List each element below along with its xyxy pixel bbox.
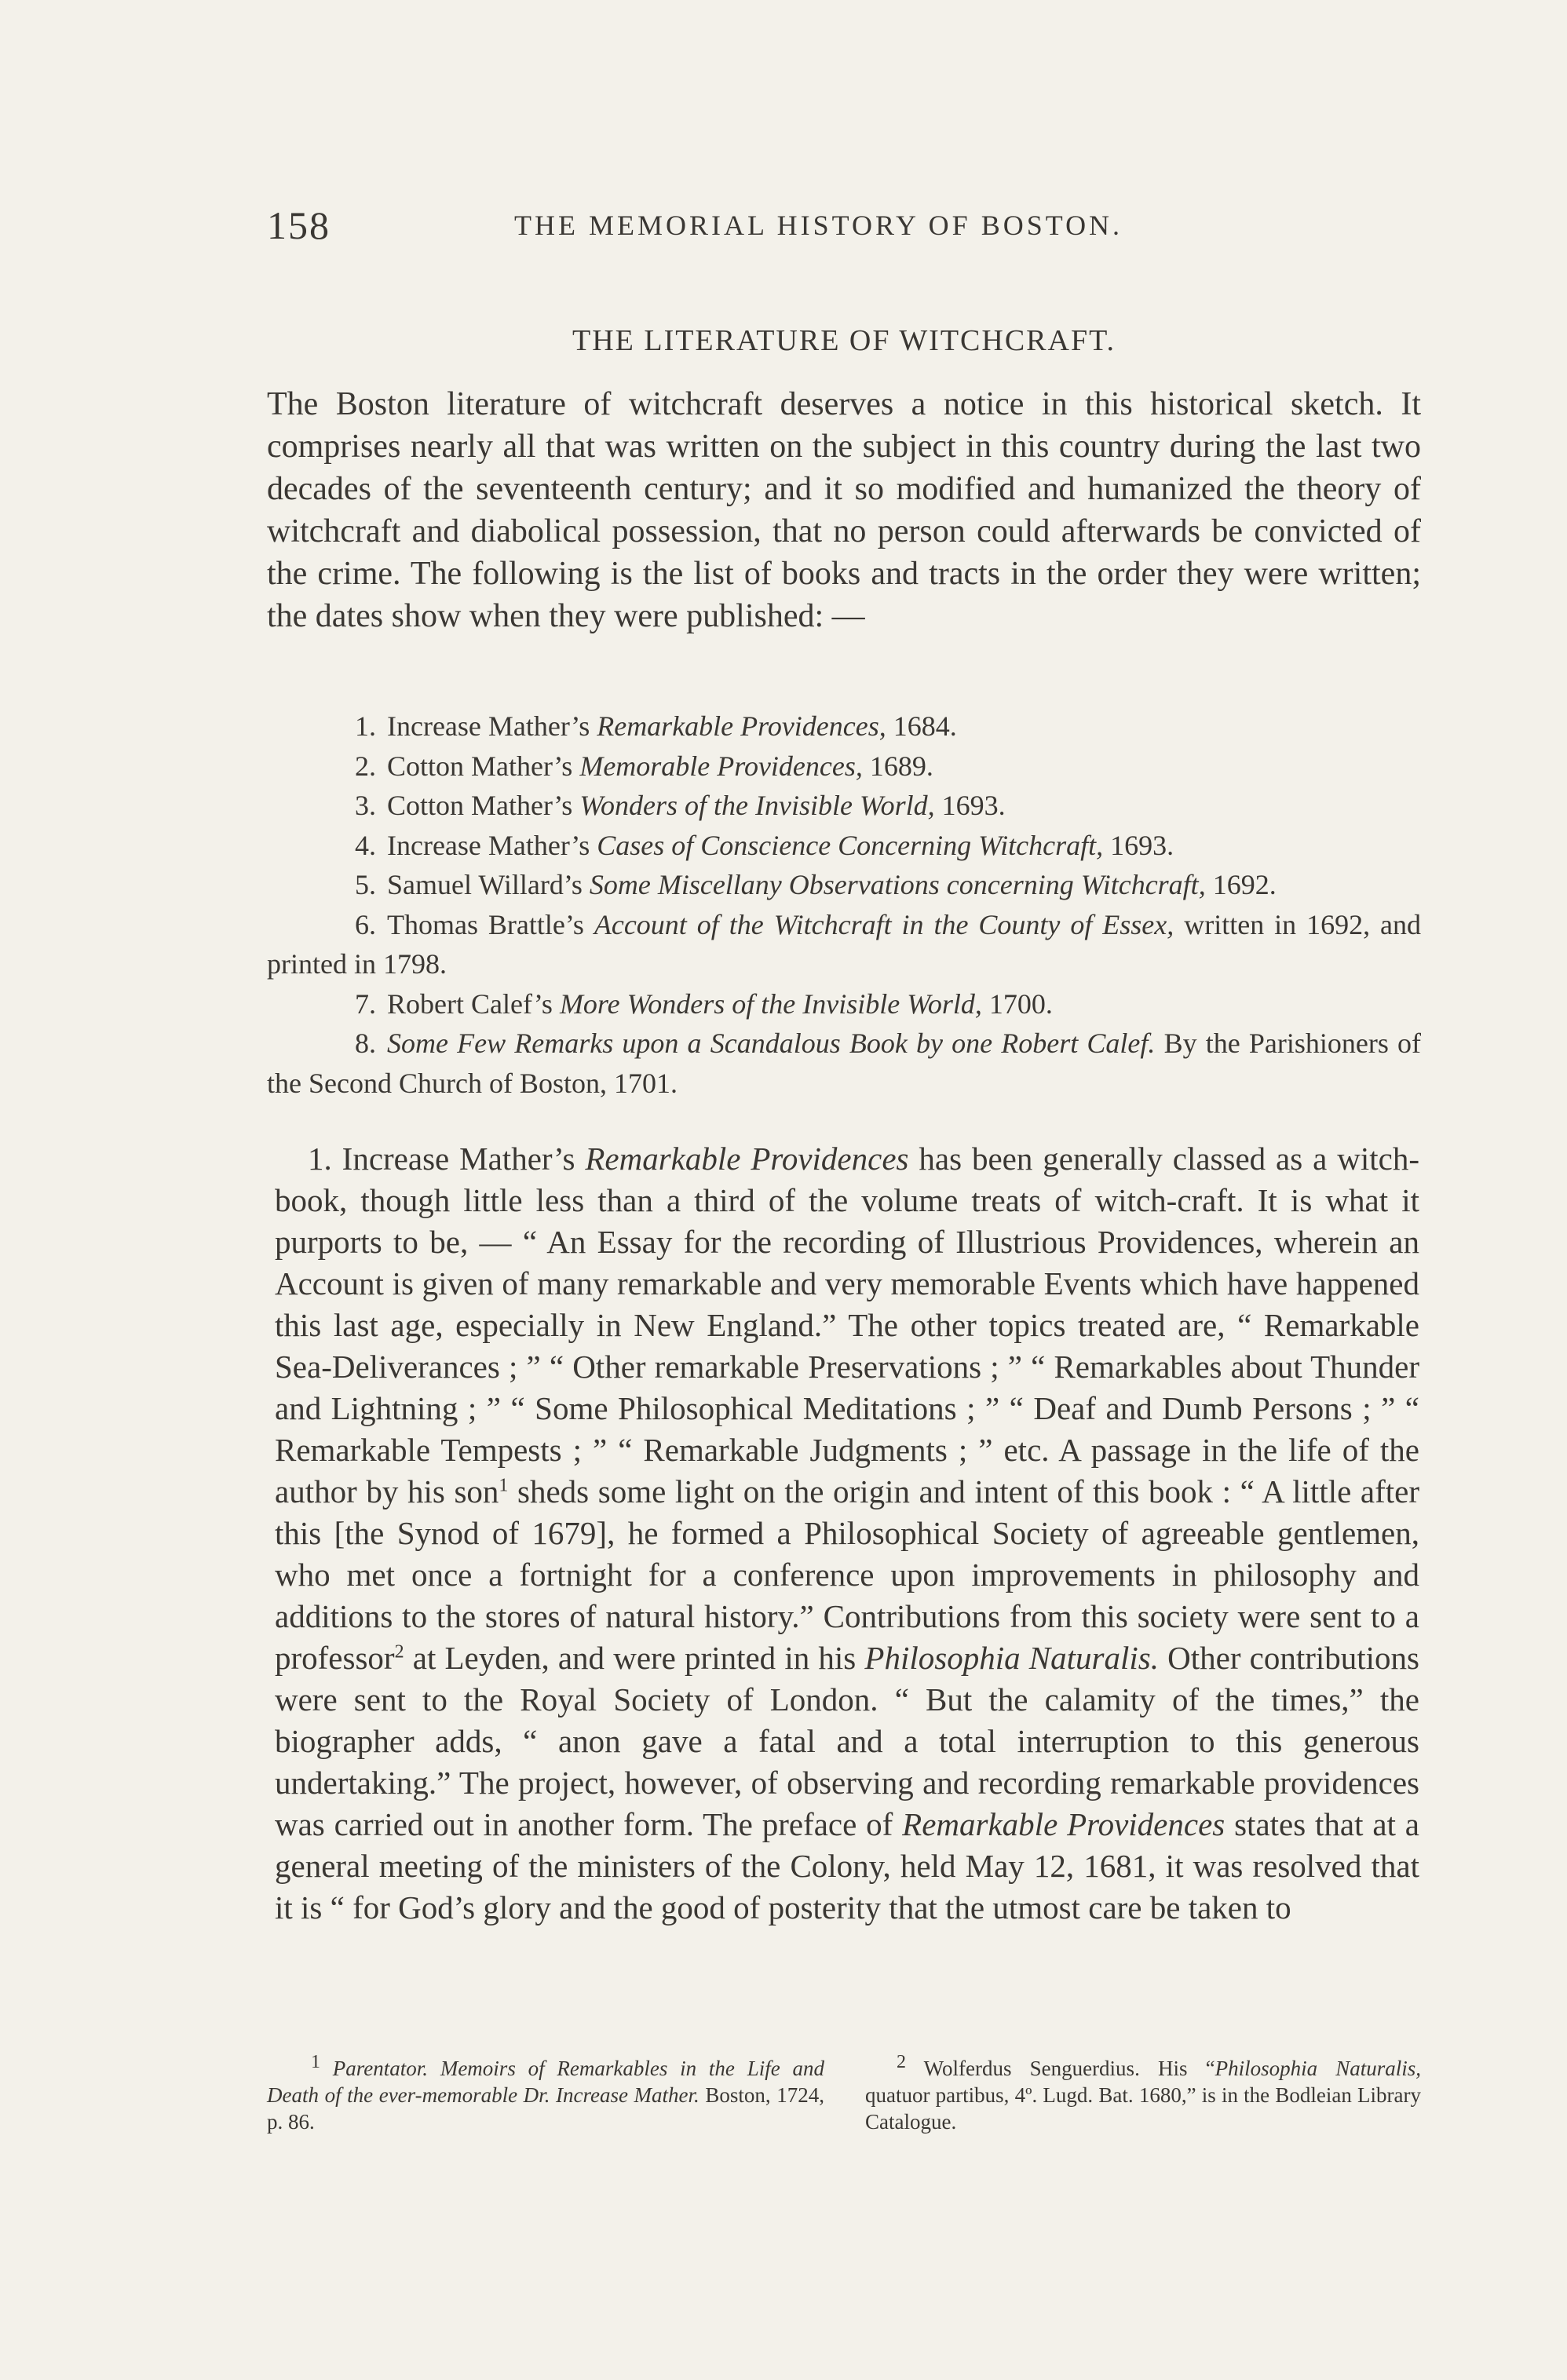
- book-title: Remarkable Providences: [585, 1141, 909, 1177]
- list-item: [267, 984, 1421, 1024]
- footnote-ref: 1: [499, 1475, 509, 1496]
- list-item-number: 2.: [355, 750, 376, 782]
- list-item-author: Increase Mather’s: [387, 829, 590, 861]
- body-text: Other contributions were sent to the Royal Society of London. “ But the calamity of the times,” the biographer adds, “ anon gave a fatal and a total interruption to this generous undertaking.” The project, however, of observing and recording remarkable providences was carried out in another form. The preface of: [275, 1640, 1420, 1842]
- list-item: [267, 1024, 1421, 1103]
- list-item-title: Memorable Providences,: [579, 750, 863, 782]
- running-title: THE MEMORIAL HISTORY OF BOSTON.: [514, 210, 1123, 241]
- book-title: Remarkable Providences: [902, 1806, 1225, 1842]
- page-number: 158: [267, 203, 331, 247]
- footnote-mark: 1: [311, 2052, 320, 2072]
- list-item-number: 4.: [355, 829, 376, 861]
- list-item-title: Account of the Witchcraft in the County of Essex,: [594, 908, 1174, 940]
- list-item-title: Some Few Remarks upon a Scandalous Book by one Robert Calef.: [387, 1028, 1156, 1059]
- body-text: at Leyden, and were printed in his: [412, 1640, 857, 1676]
- list-item-number: 7.: [355, 987, 376, 1020]
- footnote-text: Wolferdus Senguerdius. His “: [923, 2057, 1215, 2080]
- list-item-rest: 1693.: [941, 790, 1006, 821]
- body-paragraph: [275, 1138, 1419, 1929]
- body-text: 1. Increase Mather’s: [308, 1141, 575, 1177]
- footnote-ref: 2: [394, 1641, 404, 1663]
- list-item-title: Wonders of the Invisible World,: [579, 790, 935, 821]
- list-item-rest: 1700.: [988, 987, 1053, 1020]
- running-head: [267, 203, 1421, 250]
- footnote-text: quatuor partibus, 4º. Lugd. Bat. 1680,” is in the Bodleian Library Catalogue.: [865, 2083, 1421, 2134]
- footnote-1: [267, 2052, 824, 2135]
- list-item-title: Remarkable Providences,: [597, 710, 886, 742]
- list-item-rest: 1689.: [869, 750, 933, 782]
- list-item-rest: By the Parishioners of the Second Church of Boston, 1701.: [267, 1028, 1422, 1099]
- list-item-rest: 1692.: [1212, 869, 1277, 900]
- footnotes: [267, 2052, 1421, 2149]
- section-title: THE LITERATURE OF WITCHCRAFT.: [572, 324, 1116, 357]
- footnote-mark: 2: [897, 2052, 906, 2072]
- body-text: has been generally classed as a witch-book, though little less than a third of the volume treats of witch-craft. It is what it purports to be, — “ An Essay for the recording of Illustrious Providences, wherein an Account is given of many remarkable and very memorable Events which have happened this last age, especially in New England.” The other topics treated are, “ Remarkable Sea-Deliverances ; ” “ Other remarkable Preservations ; ” “ Remarkables about Thunder and Lightning ; ” “ Some Philosophical Meditations ; ” “ Deaf and Dumb Persons ; ” “ Remarkable Tempests ; ” “ Remarkable Judgments ; ” etc. A passage in the life of the author by his son: [275, 1141, 1419, 1509]
- list-item-author: Samuel Willard’s: [387, 869, 583, 900]
- list-item-title: Cases of Conscience Concerning Witchcraft,: [597, 829, 1104, 861]
- list-item-author: Cotton Mather’s: [387, 750, 573, 782]
- list-item: [267, 905, 1421, 984]
- list-item-author: Cotton Mather’s: [387, 790, 573, 821]
- list-item-number: 8.: [355, 1028, 376, 1059]
- list-item-number: 5.: [355, 869, 376, 900]
- intro-paragraph: The Boston literature of witchcraft deserves a notice in this historical sketch. It comprises nearly all that was written on the subject in this country during the last two decades of the seventeenth century; and it so modified and humanized the theory of witchcraft and diabolical possession, that no person could afterwards be convicted of the crime. The following is the list of books and tracts in the order they were written; the dates show when they were published: —: [267, 386, 1421, 634]
- footnote-2: [865, 2052, 1421, 2135]
- list-item-author: Thomas Brattle’s: [387, 908, 584, 940]
- list-item: [267, 746, 1421, 787]
- list-item-rest: 1684.: [893, 710, 957, 742]
- footnote-italic: Philosophia Naturalis,: [1215, 2057, 1421, 2080]
- list-item-rest: written in 1692, and printed in 1798.: [267, 908, 1422, 980]
- list-item-number: 1.: [355, 710, 376, 742]
- body-text: states that at a general meeting of the ministers of the Colony, held May 12, 1681, it was resolved that it is “ for God’s glory and the good of posterity that the utmost care be taken to: [275, 1806, 1420, 1926]
- list-item-number: 3.: [355, 790, 376, 821]
- book-title: Philosophia Naturalis.: [864, 1640, 1159, 1676]
- list-item-title: Some Miscellany Observations concerning Witchcraft,: [589, 869, 1206, 900]
- list-item-author: Robert Calef’s: [387, 987, 553, 1020]
- list-item: [267, 826, 1421, 866]
- list-item: [267, 786, 1421, 826]
- footnote-text: Boston, 1724, p. 86.: [267, 2083, 824, 2134]
- list-item: [267, 706, 1421, 746]
- list-item-author: Increase Mather’s: [387, 710, 590, 742]
- body-text: sheds some light on the origin and intent of this book : “ A little after this [the Synod of 1679], he formed a Philosophical Society of agreeable gentlemen, who met once a fortnight for a conference upon improvements in philosophy and additions to the stores of natural history.” Contributions from this society were sent to a professor: [275, 1473, 1420, 1676]
- list-item-title: More Wonders of the Invisible World,: [559, 987, 982, 1020]
- footnote-italic: Parentator. Memoirs of Remarkables in the Life and Death of the ever-memorable Dr. Increase Mather.: [267, 2057, 824, 2107]
- book-list: [267, 706, 1421, 1103]
- list-item-rest: 1693.: [1110, 829, 1174, 861]
- list-item-number: 6.: [355, 908, 376, 940]
- list-item: [267, 865, 1421, 905]
